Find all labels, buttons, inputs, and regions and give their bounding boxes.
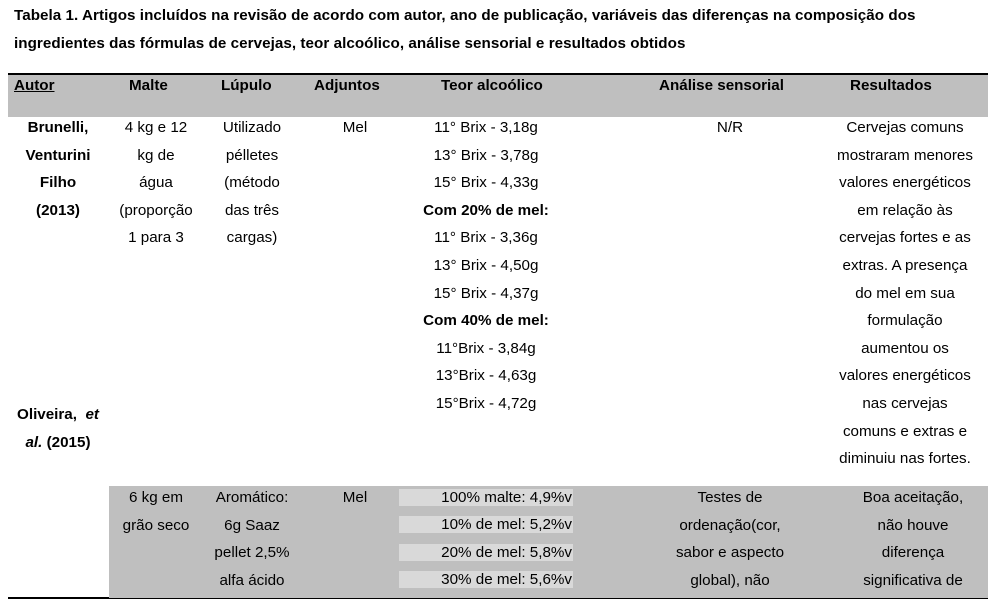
- table-top-rule: [8, 73, 988, 75]
- row1-adjuntos: Mel: [342, 119, 368, 136]
- row2-malte: 6 kg em grão seco: [122, 489, 190, 534]
- row1-teor-alcoolico: 11° Brix - 3,18g 13° Brix - 3,78g 15° Brix - 4,33g Com 20% de mel: 11° Brix - 3,36g 13° Brix - 4,50g 15° Brix - 4,37g Com 40% de mel: 11°Brix - 3,84g 13°Brix - 4,63g 15°Brix - 4,72g: [423, 119, 549, 412]
- row2-lupulo: Aromático: 6g Saaz pellet 2,5% alfa ácido: [214, 489, 290, 589]
- table-caption-line-1: Tabela 1. Artigos incluídos na revisão de acordo com autor, ano de publicação, variáveis das diferenças na composição dos: [14, 7, 916, 24]
- row2-analise-sensorial: Testes de ordenação(cor, sabor e aspecto global), não: [675, 489, 785, 589]
- row2-teor-value: 20% de mel: 5,8%v: [441, 544, 572, 561]
- row2-teor-value: 10% de mel: 5,2%v: [441, 516, 572, 533]
- row1-autor: Brunelli, Venturini Filho (2013): [25, 119, 91, 219]
- header-autor: Autor: [14, 77, 55, 94]
- header-adjuntos: Adjuntos: [314, 77, 380, 94]
- row2-teor-value: 100% malte: 4,9%v: [441, 489, 572, 506]
- header-lupulo: Lúpulo: [221, 77, 272, 94]
- row1-malte: 4 kg e 12 kg de água (proporção 1 para 3: [119, 119, 193, 247]
- row2-teor-value: 30% de mel: 5,6%v: [441, 571, 572, 588]
- table-caption-line-2: ingredientes das fórmulas de cervejas, teor alcoólico, análise sensorial e resultados obtidos: [14, 35, 686, 52]
- row2-autor: Oliveira, et al. (2015): [17, 406, 99, 451]
- row1-resultados: Cervejas comuns mostraram menores valores energéticos em relação às cervejas fortes e as extras. A presença do mel em sua formulação aumentou os valores energéticos nas cervejas comuns e extras e diminuiu nas fortes.: [837, 119, 973, 468]
- row2-resultados: Boa aceitação, não houve diferença significativa de: [862, 489, 964, 589]
- header-resultados: Resultados: [850, 77, 932, 94]
- row1-lupulo: Utilizado pélletes (método das três cargas): [222, 119, 282, 247]
- header-analise-sensorial: Análise sensorial: [659, 77, 784, 94]
- row2-adjuntos: Mel: [342, 489, 368, 506]
- header-teor-alcoolico: Teor alcoólico: [441, 77, 543, 94]
- row1-analise-sensorial: N/R: [716, 119, 744, 136]
- header-malte: Malte: [129, 77, 168, 94]
